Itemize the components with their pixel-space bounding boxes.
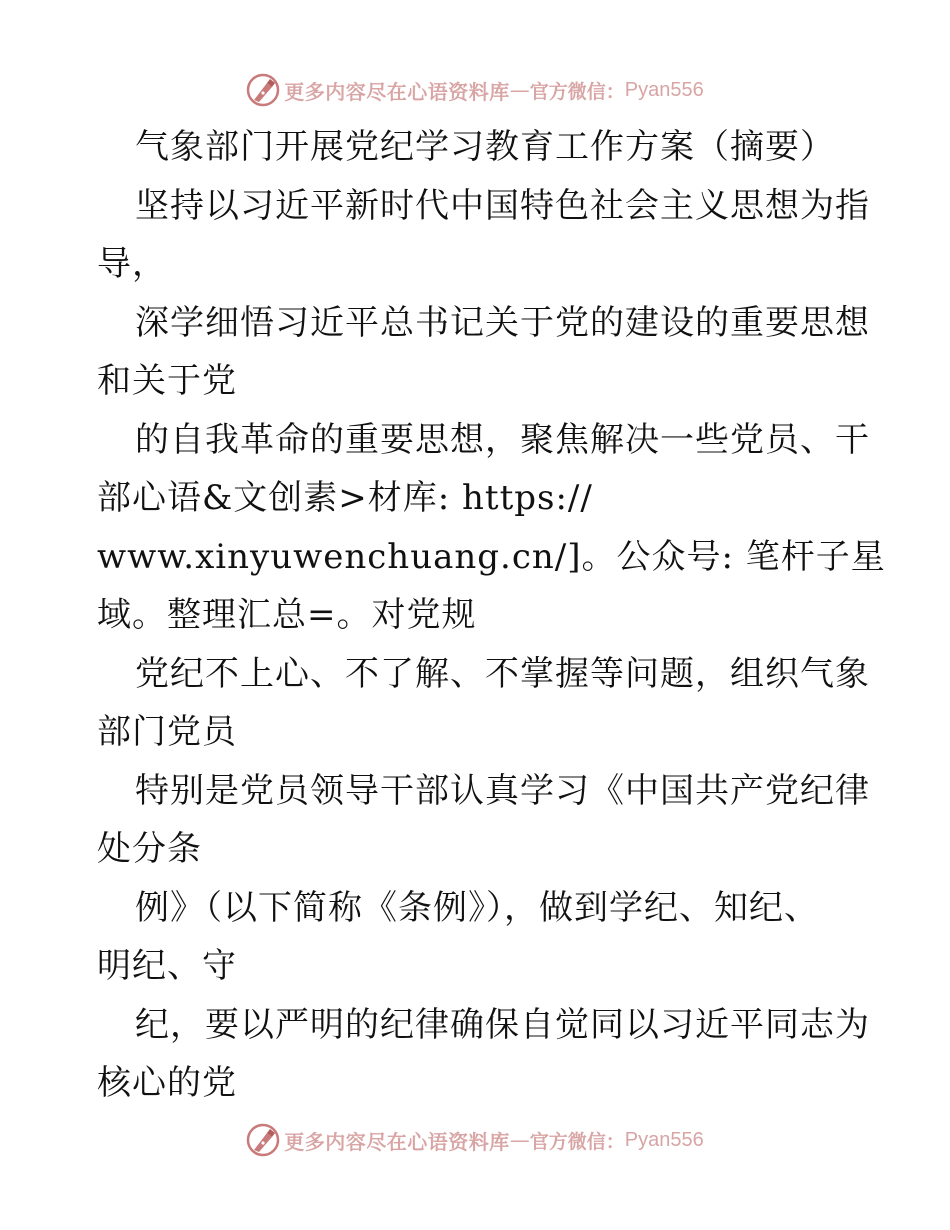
header-watermark [0, 70, 950, 110]
watermark-dash: — [509, 78, 530, 102]
text-line: 纪，要以严明的纪律确保自觉同以习近平同志为 [135, 1004, 870, 1045]
text-line: 核心的党 [97, 1063, 237, 1103]
pen-nib-logo-icon [246, 1123, 280, 1157]
text-line: 处分条 [97, 829, 202, 869]
text-line: 深学细悟习近平总书记关于党的建设的重要思想 [135, 302, 870, 343]
watermark-wechat-id: Pyan556 [624, 1128, 704, 1151]
text-line: www.xinyuwenchuang.cn/]。公众号: 笔杆子星 [97, 536, 886, 577]
watermark-wechat-id: Pyan556 [624, 78, 704, 101]
text-line: 和关于党 [97, 361, 237, 401]
watermark-wechat-label: 官方微信： [529, 80, 625, 103]
text-line: 坚持以习近平新时代中国特色社会主义思想为指 [135, 185, 870, 226]
pen-nib-logo-icon [246, 73, 280, 107]
watermark-text: 更多内容尽在心语资料库 [284, 1129, 510, 1154]
watermark-wechat-label: 官方微信： [529, 1130, 625, 1153]
footer-watermark [0, 1120, 950, 1160]
text-line: 部门党员 [97, 712, 237, 752]
text-line: 特别是党员领导干部认真学习《中国共产党纪律 [135, 770, 870, 811]
watermark-dash: — [509, 1128, 530, 1152]
text-line: 部心语&文创素>材库: https:// [97, 478, 593, 518]
text-line: 域。整理汇总=。对党规 [97, 595, 477, 635]
document-body [97, 118, 886, 1113]
text-line: 党纪不上心、不了解、不掌握等问题，组织气象 [135, 653, 870, 694]
text-line: 导， [97, 244, 167, 284]
document-title: 气象部门开展党纪学习教育工作方案（摘要） [135, 127, 835, 167]
text-line: 明纪、守 [97, 946, 237, 986]
text-line: 的自我革命的重要思想，聚焦解决一些党员、干 [135, 419, 870, 460]
text-line: 例》（以下简称《条例》），做到学纪、知纪、 [135, 887, 819, 928]
watermark-text: 更多内容尽在心语资料库 [284, 79, 510, 104]
